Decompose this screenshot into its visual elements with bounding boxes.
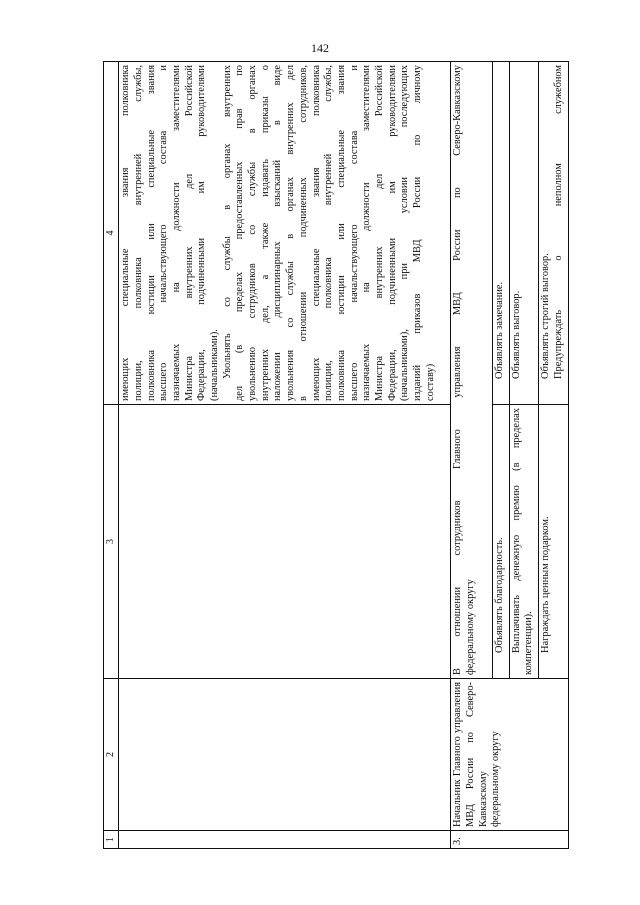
cont-line: высшего начальствующего состава и (158, 65, 170, 401)
cont-line: полковника юстиции или специальные звания (335, 65, 347, 401)
row-3-scope (451, 62, 493, 849)
incentive-cell (539, 405, 569, 679)
incentive-line: компетенции). (523, 611, 535, 675)
cont-col-1 (119, 831, 451, 849)
rotated-table-wrapper (103, 62, 569, 849)
incentive-line: Награждать ценным подарком. (540, 516, 552, 653)
header-row (104, 62, 119, 849)
cont-line: полиции, полковника внутренней службы, (132, 65, 144, 401)
cont-line: наложении дисциплинарных взысканий в виде (272, 65, 284, 401)
cont-line: увольнения со службы в органах внутренних дел (285, 65, 297, 401)
page-number: 142 (311, 41, 329, 55)
powers-table (103, 61, 569, 849)
cont-line: полиции, полковника внутренней службы, (323, 65, 335, 401)
cont-line: (начальниками). (209, 329, 220, 401)
cont-line: изданий приказов МВД России по личному (412, 65, 423, 401)
cont-col-2 (119, 679, 451, 831)
scope-line: федеральному округу (464, 579, 476, 675)
cont-line: Министра внутренних дел Российской (183, 65, 195, 401)
cont-line: в отношении подчиненных сотрудников, (297, 65, 309, 401)
continuation-row (119, 62, 451, 849)
cont-line: Увольнять со службы в органах внутренних (221, 65, 233, 379)
cont-line: дел (в пределах предоставленных прав по (234, 65, 246, 401)
penalty-cell (493, 62, 509, 405)
cont-line: имеющих специальные звания полковника (120, 65, 132, 401)
cont-line: имеющих специальные звания полковника (310, 65, 322, 401)
cont-line: (начальниками), при условии последующих (399, 65, 411, 401)
position-line: федеральному округу (490, 731, 502, 827)
incentive-cell (493, 405, 509, 679)
row-3-number: 3. (451, 831, 569, 849)
penalty-line: Объявлять строгий выговор. (540, 253, 552, 379)
position-line: МВД России по Северо-Кавказскому (464, 682, 489, 827)
incentive-line: Объявлять благодарность. (494, 537, 506, 653)
cont-line: Федерации, подчиненными им руководителями (196, 65, 208, 401)
penalty-cell (539, 62, 569, 405)
row-3-scope-cell (451, 62, 493, 679)
penalty-line: Объявлять выговор. (510, 290, 522, 379)
cont-line: увольнению сотрудников со службы в органах (247, 65, 259, 401)
cont-line: полковника юстиции или специальные звания (145, 65, 157, 401)
row-3-position (451, 679, 569, 831)
cont-line: составу) (424, 363, 436, 401)
header-col-2: 2 (104, 679, 119, 831)
penalty-cell (509, 62, 539, 405)
cont-line: назначаемых на должности заместителями (170, 65, 182, 401)
header-col-1: 1 (104, 831, 119, 849)
penalty-line: Объявлять замечание. (494, 281, 506, 379)
cont-line: высшего начальствующего состава и (348, 65, 360, 401)
cont-line: внутренних дел, а также издавать приказы о (259, 65, 271, 401)
position-line: Начальник Главного управления (452, 682, 464, 827)
penalty-line: Предупреждать о неполном служебном (552, 65, 564, 379)
scope-line: В отношении сотрудников Главного управления МВД России по Северо-Кавказскому (452, 65, 464, 675)
cont-line: назначаемых на должности заместителями (361, 65, 373, 401)
header-col-3: 3 (104, 405, 119, 679)
incentive-line: Выплачивать денежную премию (в пределах (510, 408, 522, 653)
header-col-4: 4 (104, 62, 119, 405)
cont-line: Федерации, подчиненными им руководителями (386, 65, 398, 401)
incentive-cell (509, 405, 539, 679)
cont-col-3 (119, 405, 451, 679)
cont-col-4 (119, 62, 451, 405)
cont-line: Министра внутренних дел Российской (373, 65, 385, 401)
